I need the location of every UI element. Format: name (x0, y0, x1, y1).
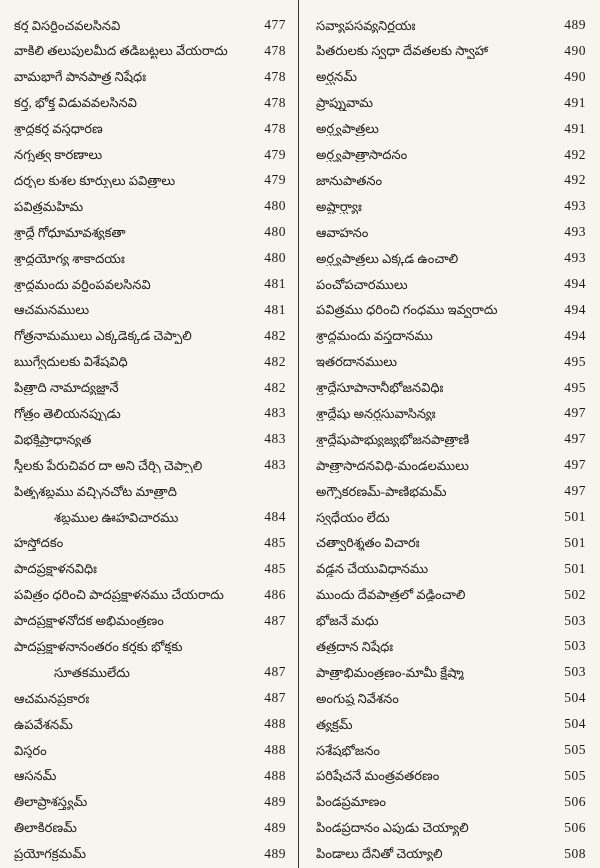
toc-row (316, 836, 586, 862)
toc-entry-text: స్త్రీలకు పేరుచివర దా అని చేర్చి చెప్పాలి (14, 458, 203, 473)
toc-entry-page: 477 (264, 17, 286, 33)
toc-entry-page: 501 (564, 534, 586, 550)
toc-entry-text: అర్ఘ్యపాత్రలు (316, 122, 379, 137)
toc-row (14, 421, 286, 447)
toc-entry-text: శ్రాద్ధే గోధూమావశ్యకతా (14, 225, 126, 240)
toc-row (14, 395, 286, 421)
toc-row (316, 188, 586, 214)
toc-entry-page: 483 (264, 405, 286, 421)
toc-row (316, 33, 586, 59)
toc-row (316, 369, 586, 395)
toc-entry-text: పాదప్రక్షాళనవిధిః (14, 562, 98, 577)
toc-entry-text: విస్తరం (14, 743, 47, 758)
toc-entry-page: 497 (564, 431, 586, 447)
toc-entry-page: 481 (264, 275, 286, 291)
toc-row (316, 784, 586, 810)
toc-entry-page: 489 (564, 17, 586, 33)
toc-row (14, 266, 286, 292)
toc-row (316, 499, 586, 525)
toc-row (316, 628, 586, 654)
toc-entry-text: పవిత్రమహిమ (14, 199, 84, 214)
toc-row (316, 85, 586, 111)
toc-entry-page: 504 (564, 716, 586, 732)
toc-entry-page: 488 (264, 741, 286, 757)
toc-entry-text: పిత్రాది నామాద్యజ్ఞానే (14, 381, 119, 396)
toc-entry-page: 506 (564, 793, 586, 809)
toc-row (316, 395, 586, 421)
toc-entry-text: కర్త విసర్జించవలసినవి (14, 18, 121, 33)
toc-entry-text: పవిత్రం ధరించి పాదప్రక్షాళనము చేయరాదు (14, 588, 224, 603)
toc-entry-text: అర్ఘ్యపాత్రాసాదనం (316, 148, 408, 163)
toc-row (316, 318, 586, 344)
toc-entry-text: చత్వారిశ్శతం విచారః (316, 536, 420, 551)
right-column (300, 7, 586, 862)
toc-row (316, 59, 586, 85)
toc-entry-page: 493 (564, 198, 586, 214)
toc-entry-page: 478 (264, 42, 286, 58)
toc-row (316, 7, 586, 33)
toc-entry-page: 478 (264, 94, 286, 110)
toc-entry-page: 485 (264, 560, 286, 576)
toc-entry-text: జానుపాతనం (316, 173, 383, 188)
toc-row (14, 33, 286, 59)
toc-entry-text: వామభాగే పానపాత్ర నిషేధః (14, 70, 147, 85)
toc-entry-text: ఆవాహనం (316, 225, 369, 240)
toc-entry-page: 494 (564, 301, 586, 317)
toc-entry-text: పరిషేచనే మంత్రవతరణం (316, 769, 440, 784)
toc-entry-text: నగ్నత్వ కారణాలు (14, 148, 103, 163)
toc-row (14, 784, 286, 810)
toc-row (316, 732, 586, 758)
toc-entry-text: శ్రాద్ధేషు అనర్ఘసువాసిన్యః (316, 406, 436, 421)
toc-entry-page: 485 (264, 534, 286, 550)
toc-entry-page: 497 (564, 457, 586, 473)
toc-row (14, 7, 286, 33)
toc-entry-page: 505 (564, 767, 586, 783)
toc-entry-page: 492 (564, 146, 586, 162)
toc-entry-page: 488 (264, 767, 286, 783)
toc-entry-text: శ్రాద్ధేషుపాభ్యుజ్యభోజనపాత్రాణి (316, 432, 470, 447)
toc-entry-page: 504 (564, 690, 586, 706)
toc-entry-page: 489 (264, 819, 286, 835)
toc-entry-text: ముందు దేవపాత్రలో వడ్డించాలి (316, 588, 466, 603)
toc-row (316, 421, 586, 447)
toc-entry-text: వడ్డన చేయువిధానము (316, 562, 429, 577)
toc-entry-text: పాత్రాసాదనవిధి-మండలములు (316, 458, 469, 473)
toc-entry-text: శ్రాద్ధమందు వస్త్రదానము (316, 329, 433, 344)
toc-row (316, 266, 586, 292)
toc-entry-page: 481 (264, 301, 286, 317)
toc-entry-page: 503 (564, 638, 586, 654)
toc-entry-page: 503 (564, 664, 586, 680)
toc-entry-text: అష్టార్ఘ్యాః (316, 199, 362, 214)
toc-row (316, 136, 586, 162)
toc-entry-page: 492 (564, 172, 586, 188)
toc-entry-page: 495 (564, 379, 586, 395)
toc-entry-text: శబ్దముల ఊహవిచారము (54, 510, 179, 525)
toc-row (316, 292, 586, 318)
toc-row (14, 499, 286, 525)
toc-entry-text: శ్రాద్ధమందు వర్జింపవలసినవి (14, 277, 151, 292)
toc-entry-text: పవిత్రము ధరించి గంధము ఇవ్వరాదు (316, 303, 498, 318)
toc-entry-page: 506 (564, 819, 586, 835)
toc-entry-text: అర్ఘ్యపాత్రలు ఎక్కడ ఉంచాలి (316, 251, 459, 266)
toc-entry-text: గోత్రనామములు ఎక్కడెక్కడ చెప్పాలి (14, 329, 192, 344)
toc-row (316, 473, 586, 499)
toc-entry-page: 487 (264, 690, 286, 706)
toc-row (14, 240, 286, 266)
left-column (14, 7, 300, 862)
toc-entry-page: 501 (564, 560, 586, 576)
toc-entry-page: 502 (564, 586, 586, 602)
toc-entry-page: 487 (264, 664, 286, 680)
toc-entry-text: సశేషభోజనం (316, 743, 380, 758)
toc-row (14, 344, 286, 370)
toc-entry-text: హస్తోదకం (14, 536, 64, 551)
toc-entry-page: 490 (564, 68, 586, 84)
toc-entry-text: తిలాకిరణమ్ (14, 821, 77, 836)
column-divider (298, 0, 299, 868)
toc-entry-page: 494 (564, 327, 586, 343)
toc-row (14, 654, 286, 680)
toc-entry-page: 480 (264, 250, 286, 266)
toc-row (316, 810, 586, 836)
toc-entry-text: స్వధేయం లేదు (316, 510, 390, 525)
toc-row (14, 162, 286, 188)
toc-entry-text: పాదప్రక్షాళనోదక అభిమంత్రణం (14, 614, 164, 629)
toc-row (14, 628, 286, 654)
toc-entry-page: 484 (264, 508, 286, 524)
toc-entry-text: ఆచమనములు (14, 303, 90, 318)
toc-row (14, 188, 286, 214)
toc-row (14, 369, 286, 395)
toc-entry-page: 486 (264, 586, 286, 602)
toc-entry-text: త్యక్రమ్ (316, 717, 353, 732)
toc-row (316, 706, 586, 732)
toc-row (14, 732, 286, 758)
toc-entry-page: 487 (264, 612, 286, 628)
toc-row (14, 810, 286, 836)
toc-row (316, 525, 586, 551)
toc-row (14, 473, 286, 499)
toc-entry-text: శ్రాద్ధేసూపానానీభోజనవిధిః (316, 381, 444, 396)
toc-row (316, 602, 586, 628)
toc-row (316, 344, 586, 370)
toc-row (316, 240, 586, 266)
toc-entry-text: పిండాలు దేనితో చెయ్యాలి (316, 847, 443, 862)
toc-entry-page: 479 (264, 146, 286, 162)
toc-row (14, 136, 286, 162)
toc-entry-text: తత్రదాన నిషేధః (316, 639, 394, 654)
toc-entry-text: పితృశబ్దము వచ్చినచోట మాత్రాది (14, 484, 177, 499)
toc-entry-text: దర్భల కుశల కూర్పులు పవిత్రాలు (14, 173, 176, 188)
toc-row (316, 214, 586, 240)
toc-entry-text: ఉపవేశనమ్ (14, 717, 73, 732)
toc-entry-page: 479 (264, 172, 286, 188)
toc-entry-page: 489 (264, 845, 286, 861)
toc-entry-page: 497 (564, 405, 586, 421)
toc-entry-page: 501 (564, 508, 586, 524)
toc-entry-page: 503 (564, 612, 586, 628)
toc-entry-page: 490 (564, 42, 586, 58)
toc-entry-text: అంగుష్ఠ నివేశనం (316, 691, 399, 706)
toc-row (316, 758, 586, 784)
toc-entry-page: 482 (264, 327, 286, 343)
toc-entry-text: పిండప్రదానం ఎపుడు చెయ్యాలి (316, 821, 469, 836)
toc-entry-page: 483 (264, 431, 286, 447)
toc-row (316, 447, 586, 473)
toc-row (316, 551, 586, 577)
toc-row (14, 758, 286, 784)
toc-row (14, 836, 286, 862)
toc-row (14, 59, 286, 85)
toc-entry-text: సవ్యాపసవ్యనిర్ణయః (316, 18, 416, 33)
toc-row (14, 680, 286, 706)
toc-entry-page: 495 (564, 353, 586, 369)
toc-entry-page: 494 (564, 275, 586, 291)
toc-row (14, 525, 286, 551)
toc-entry-text: సూతకములేదు (54, 665, 130, 680)
toc-entry-page: 493 (564, 224, 586, 240)
toc-row (316, 162, 586, 188)
toc-entry-page: 478 (264, 68, 286, 84)
toc-entry-text: శ్రాద్ధకర్త వస్త్రధారణ (14, 122, 103, 137)
toc-entry-text: తిలాప్రాశస్త్యమ్ (14, 795, 88, 810)
toc-entry-page: 480 (264, 198, 286, 214)
toc-row (14, 85, 286, 111)
toc-entry-page: 482 (264, 353, 286, 369)
toc-entry-text: ప్రాప్నువామ (316, 96, 373, 111)
toc-row (14, 706, 286, 732)
toc-entry-text: వాకిలి తలుపులమీద తడిబట్టలు వేయరాదు (14, 44, 228, 59)
toc-entry-text: విభక్తిప్రాధాన్యత (14, 432, 92, 447)
toc-row (14, 318, 286, 344)
toc-entry-text: కర్త, భోక్త విడువవలసినవి (14, 96, 137, 111)
toc-entry-page: 497 (564, 483, 586, 499)
toc-row (14, 602, 286, 628)
toc-row (14, 292, 286, 318)
toc-entry-text: పాదప్రక్షాళనానంతరం కర్తకు భోక్తకు (14, 639, 183, 654)
toc-row (14, 111, 286, 137)
toc-entry-page: 478 (264, 120, 286, 136)
toc-entry-text: శ్రాద్ధయోగ్య శాకాదయః (14, 251, 125, 266)
toc-entry-page: 482 (264, 379, 286, 395)
toc-entry-text: ప్రయోగక్రమమ్ (14, 847, 87, 862)
toc-entry-page: 493 (564, 250, 586, 266)
toc-row (14, 577, 286, 603)
toc-entry-text: అర్ఘనమ్ (316, 70, 357, 85)
toc-entry-text: అగ్నౌకరణమ్-పాణిభమమ్ (316, 484, 447, 499)
toc-row (316, 654, 586, 680)
toc-entry-text: ఆచమనప్రకారః (14, 691, 90, 706)
toc-entry-text: పాత్రాభిమంత్రణం-మామీ క్షేష్మా (316, 665, 464, 680)
toc-row (14, 551, 286, 577)
toc-entry-page: 480 (264, 224, 286, 240)
toc-entry-page: 505 (564, 741, 586, 757)
toc-entry-text: భోజనే మధు (316, 614, 379, 629)
toc-row (316, 577, 586, 603)
toc-entry-text: ఋగ్వేదులకు విశేషవిధి (14, 355, 128, 370)
toc-row (14, 214, 286, 240)
toc-entry-page: 483 (264, 457, 286, 473)
toc-entry-page: 489 (264, 793, 286, 809)
toc-entry-text: గోత్రం తెలియనప్పుడు (14, 406, 121, 421)
toc-entry-text: పంచోపచారములు (316, 277, 408, 292)
toc-entry-text: పిండప్రమాణం (316, 795, 386, 810)
toc-entry-page: 488 (264, 716, 286, 732)
toc-entry-page: 508 (564, 845, 586, 861)
toc-entry-page: 491 (564, 94, 586, 110)
toc-entry-text: ఇతరదానములు (316, 355, 397, 370)
toc-row (316, 680, 586, 706)
toc-row (316, 111, 586, 137)
toc-entry-text: ఆసనమ్ (14, 769, 57, 784)
toc-row (14, 447, 286, 473)
toc-entry-page: 491 (564, 120, 586, 136)
toc-entry-text: పితరులకు స్వధా దేవతలకు స్వాహా (316, 44, 489, 59)
